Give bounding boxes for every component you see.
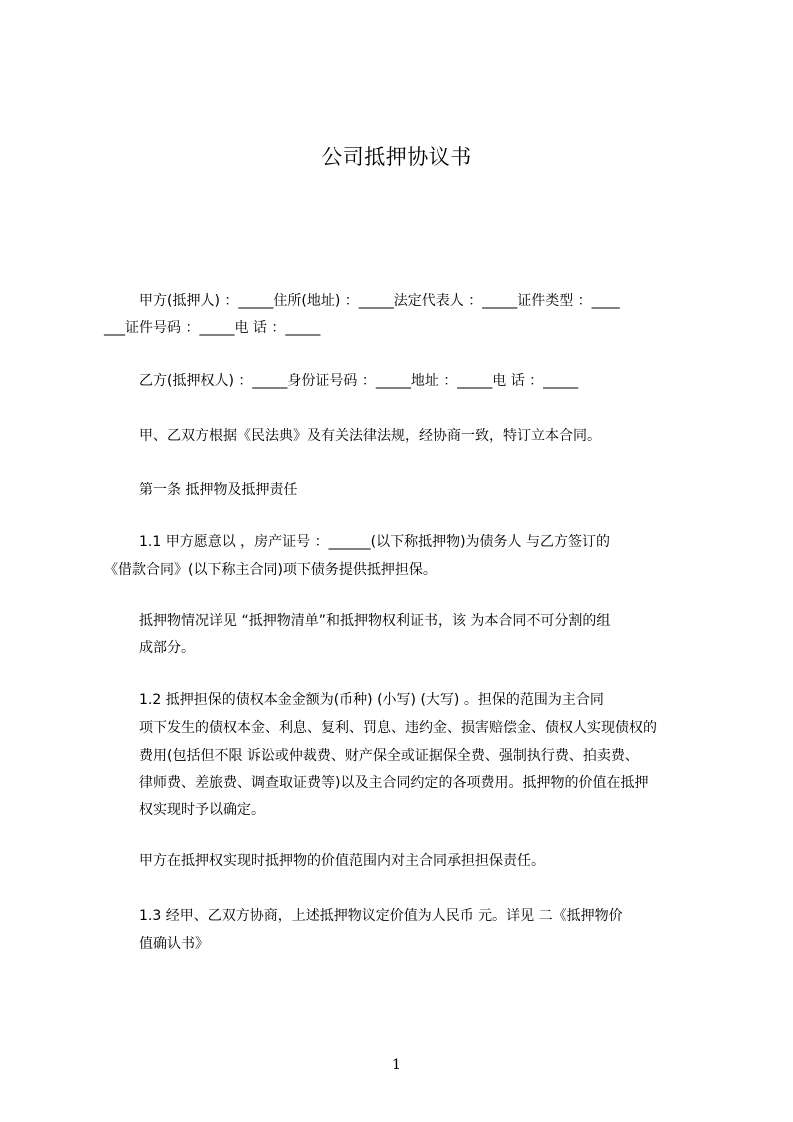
clause-1-3-line-2: 值确认书》 <box>139 936 209 952</box>
clause-1-3-line-1: 1.3 经甲、乙双方协商，上述抵押物议定价值为人民币 元。详见 二《抵押物价 <box>139 908 623 924</box>
clause-1-2-line-1: 1.2 抵押担保的债权本金金额为(币种) (小写) (大写) 。担保的范围为主合同 <box>139 692 604 708</box>
document-title: 公司抵押协议书 <box>321 145 472 169</box>
preamble-line: 甲、乙双方根据《民法典》及有关法律法规，经协商一致，特订立本合同。 <box>139 428 601 444</box>
clause-1-2-line-5: 权实现时予以确定。 <box>139 802 265 818</box>
collateral-detail-line-2: 成部分。 <box>139 640 195 656</box>
collateral-detail-line-1: 抵押物情况详见 “抵押物清单”和抵押物权利证书，该 为本合同不可分割的组 <box>139 613 611 629</box>
party-a-line-2: ___证件号码 ：_____电 话 ：_____ <box>104 320 321 336</box>
clause-1-2-line-2: 项下发生的债权本金、利息、复利、罚息、违约金、损害赔偿金、债权人实现债权的 <box>139 720 657 736</box>
party-b-line: 乙方(抵押权人) ：_____身份证号码 ：_____地址 ：_____电 话 ：_____ <box>139 373 579 389</box>
article-1-heading: 第一条 抵押物及抵押责任 <box>139 482 298 498</box>
party-a-line-1: 甲方(抵押人) ：_____住所(地址) ：_____法定代表人 ：_____证件类型 ：____ <box>139 293 620 309</box>
guarantee-responsibility-line: 甲方在抵押权实现时抵押物的价值范围内对主合同承担担保责任。 <box>139 853 545 869</box>
clause-1-1-line-2: 《借款合同》(以下称主合同)项下债务提供抵押担保。 <box>104 562 437 578</box>
clause-1-2-line-3: 费用(包括但不限 诉讼或仲裁费、财产保全或证据保全费、强制执行费、拍卖费、 <box>139 748 639 764</box>
page-number: 1 <box>392 1057 401 1073</box>
clause-1-1-line-1: 1.1 甲方愿意以 ，房产证号 ：______(以下称抵押物)为债务人 与乙方签订的 <box>139 534 610 550</box>
clause-1-2-line-4: 律师费、差旅费、调查取证费等)以及主合同约定的各项费用。抵押物的价值在抵押 <box>139 775 649 791</box>
